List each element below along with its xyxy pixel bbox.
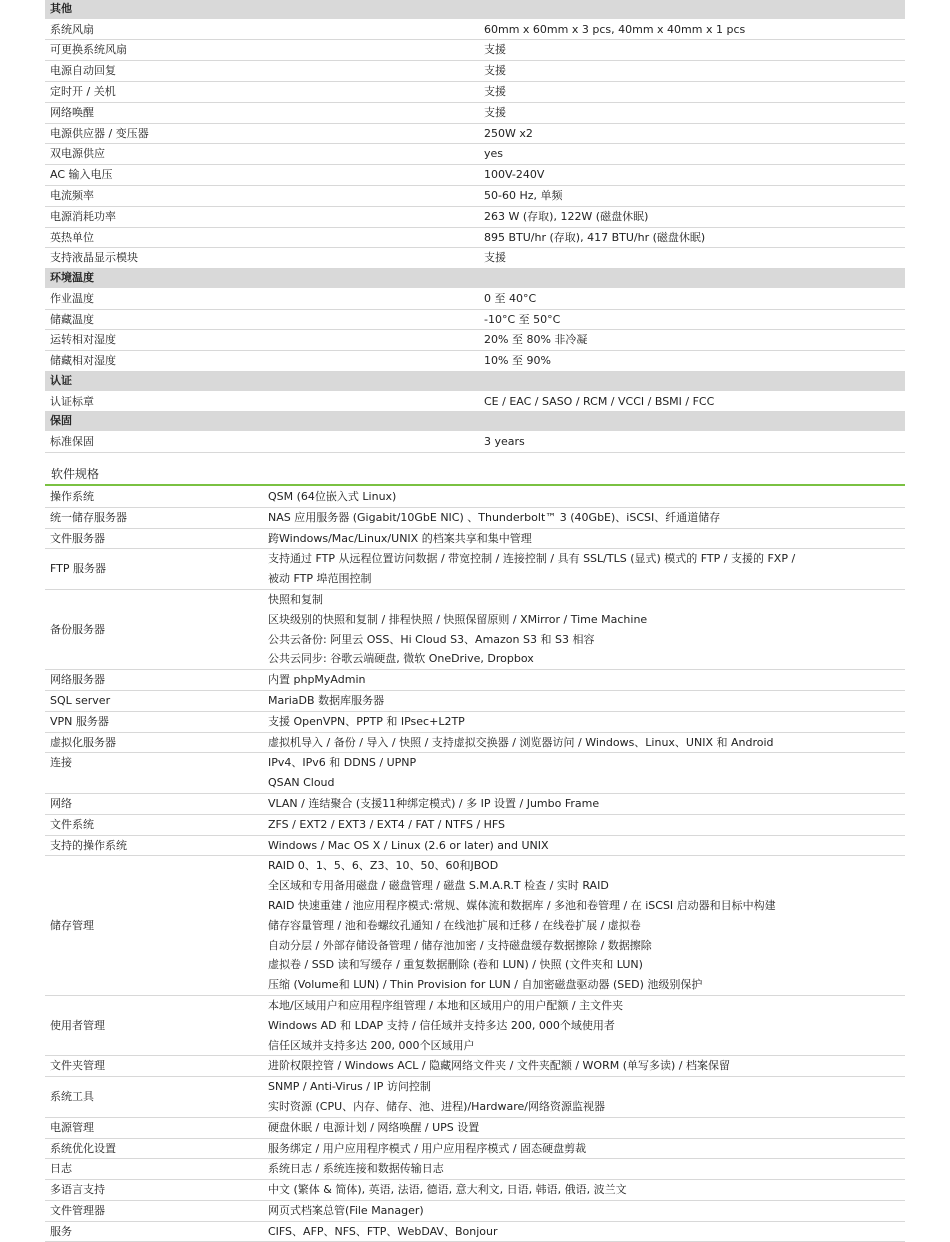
spec-value (475, 19, 905, 40)
spec-label: 系统优化设置 (45, 1138, 259, 1159)
spec-label: FTP 服务器 (45, 549, 259, 590)
spec-row (45, 1056, 905, 1077)
spec-value-line: 20% 至 80% 非冷凝 (484, 333, 588, 347)
spec-value (475, 227, 905, 248)
spec-label: 支持液晶显示模块 (45, 248, 475, 269)
spec-label: 定时开 / 关机 (45, 81, 475, 102)
spec-value-line: 虚拟机导入 / 备份 / 导入 / 快照 / 支持虚拟交换器 / 浏览器访问 / Windows、Linux、UNIX 和 Android (268, 735, 774, 749)
spec-value-line: 跨Windows/Mac/Linux/UNIX 的档案共享和集中管理 (268, 531, 532, 545)
spec-value-line: Windows AD 和 LDAP 支持 / 信任域并支持多达 200, 000个域使用者 (268, 1018, 615, 1032)
spec-value (259, 793, 905, 814)
spec-label: 储存管理 (45, 856, 259, 996)
spec-value-line: 网页式档案总管(File Manager) (268, 1203, 424, 1217)
spec-value (475, 40, 905, 61)
spec-label: 统一储存服务器 (45, 507, 259, 528)
spec-row (45, 19, 905, 40)
spec-row (45, 351, 905, 372)
spec-row (45, 288, 905, 309)
spec-row (45, 248, 905, 269)
spec-row (45, 711, 905, 732)
spec-label: 储藏温度 (45, 309, 475, 330)
spec-value-line: CIFS、AFP、NFS、FTP、WebDAV、Bonjour (268, 1224, 498, 1238)
spec-value-line: 公共云备份: 阿里云 OSS、Hi Cloud S3、Amazon S3 和 S3 相容 (268, 632, 595, 646)
spec-label: 服务 (45, 1221, 259, 1242)
spec-label: 文件夹管理 (45, 1056, 259, 1077)
spec-row (45, 507, 905, 528)
spec-row (45, 309, 905, 330)
spec-label: 网络服务器 (45, 670, 259, 691)
spec-value (259, 1077, 905, 1118)
section-title: 认证 (45, 371, 905, 391)
spec-value (259, 670, 905, 691)
spec-value-line: 全区域和专用备用磁盘 / 磁盘管理 / 磁盘 S.M.A.R.T 检查 / 实时 RAID (268, 879, 609, 893)
spec-value (259, 732, 905, 753)
spec-value (259, 589, 905, 669)
spec-row (45, 1221, 905, 1242)
spec-label: 文件管理器 (45, 1200, 259, 1221)
spec-value-line: 服务绑定 / 用户应用程序模式 / 用户应用程序模式 / 固态硬盘剪裁 (268, 1141, 587, 1155)
spec-row (45, 1138, 905, 1159)
spec-value (259, 1138, 905, 1159)
spec-row (45, 487, 905, 507)
spec-value (259, 1117, 905, 1138)
software-spec-title: 软件规格 (45, 465, 905, 486)
spec-label: 电流频率 (45, 185, 475, 206)
hardware-spec-table (45, 0, 905, 453)
spec-value (475, 144, 905, 165)
section-header (45, 412, 905, 432)
spec-value-line: 支援 (484, 43, 506, 57)
spec-value (259, 711, 905, 732)
spec-value-line: 被动 FTP 埠范围控制 (268, 572, 372, 586)
spec-value (259, 1200, 905, 1221)
spec-value (475, 248, 905, 269)
spec-label: 可更换系统风扇 (45, 40, 475, 61)
spec-value-line: 信任区域并支持多达 200, 000个区域用户 (268, 1038, 475, 1052)
spec-value-line: 10% 至 90% (484, 354, 551, 368)
spec-value-line: 支援 OpenVPN、PPTP 和 IPsec+L2TP (268, 714, 465, 728)
spec-label: 电源供应器 / 变压器 (45, 123, 475, 144)
spec-label: 标准保固 (45, 431, 475, 452)
spec-value-line: -10°C 至 50°C (484, 312, 561, 326)
spec-label: 虚拟化服务器 (45, 732, 259, 753)
spec-value-line: 3 years (484, 434, 525, 448)
spec-label: 网络 (45, 793, 259, 814)
spec-value (259, 1056, 905, 1077)
spec-value-line: 支援 (484, 251, 506, 265)
spec-value-line: 快照和复制 (268, 592, 323, 606)
spec-row (45, 1200, 905, 1221)
spec-row (45, 835, 905, 856)
spec-row (45, 165, 905, 186)
spec-row (45, 793, 905, 814)
spec-label: 认证标章 (45, 391, 475, 412)
spec-row (45, 102, 905, 123)
spec-label: 英热单位 (45, 227, 475, 248)
spec-value (475, 309, 905, 330)
spec-value-line: 50-60 Hz, 单频 (484, 188, 563, 202)
spec-label: 支持的操作系统 (45, 835, 259, 856)
section-title: 其他 (45, 0, 905, 19)
spec-label: 系统工具 (45, 1077, 259, 1118)
spec-label: 电源消耗功率 (45, 206, 475, 227)
spec-value (259, 753, 905, 794)
spec-value (259, 856, 905, 996)
spec-value (475, 288, 905, 309)
spec-value-line: 100V-240V (484, 168, 545, 182)
spec-row (45, 61, 905, 82)
spec-row (45, 1117, 905, 1138)
spec-value-line: 263 W (存取), 122W (磁盘休眠) (484, 209, 649, 223)
spec-row (45, 589, 905, 669)
spec-value-line: VLAN / 连结聚合 (支援11种绑定模式) / 多 IP 设置 / Jumbo Frame (268, 796, 600, 810)
software-spec-table (45, 487, 905, 1242)
spec-row (45, 431, 905, 452)
spec-value-line: Windows / Mac OS X / Linux (2.6 or later) and UNIX (268, 838, 549, 852)
spec-label: AC 输入电压 (45, 165, 475, 186)
spec-value-line: QSM (64位嵌入式 Linux) (268, 490, 397, 503)
spec-value (259, 549, 905, 590)
spec-value-line: 支援 (484, 84, 506, 98)
spec-value-line: yes (484, 147, 504, 161)
spec-label: 系统风扇 (45, 19, 475, 40)
spec-value-line: RAID 快速重建 / 池应用程序模式:常规、媒体流和数据库 / 多池和卷管理 / 在 iSCSI 启动器和目标中构建 (268, 898, 776, 912)
spec-value (475, 102, 905, 123)
spec-row (45, 732, 905, 753)
spec-value-line: QSAN Cloud (268, 776, 335, 790)
section-title: 环境温度 (45, 269, 905, 289)
spec-row (45, 753, 905, 794)
spec-label: 储藏相对湿度 (45, 351, 475, 372)
spec-value-line: 中文 (繁体 & 简体), 英语, 法语, 德语, 意大利文, 日语, 韩语, 俄语, 波兰文 (268, 1183, 627, 1197)
spec-value (475, 431, 905, 452)
spec-value (475, 165, 905, 186)
spec-value (259, 1221, 905, 1242)
spec-row (45, 144, 905, 165)
section-header (45, 0, 905, 19)
spec-row (45, 1077, 905, 1118)
spec-value (475, 185, 905, 206)
spec-value-line: 硬盘休眠 / 电源计划 / 网络唤醒 / UPS 设置 (268, 1120, 480, 1134)
spec-row (45, 549, 905, 590)
spec-value-line: 支援 (484, 105, 506, 119)
section-header (45, 269, 905, 289)
spec-row (45, 1180, 905, 1201)
spec-row (45, 185, 905, 206)
spec-value (475, 391, 905, 412)
spec-label: 操作系统 (45, 487, 259, 507)
spec-label: 文件系统 (45, 814, 259, 835)
spec-row (45, 670, 905, 691)
spec-value-line: 0 至 40°C (484, 291, 537, 305)
spec-label: VPN 服务器 (45, 711, 259, 732)
spec-label: 多语言支持 (45, 1180, 259, 1201)
spec-value-line: 60mm x 60mm x 3 pcs, 40mm x 40mm x 1 pcs (484, 22, 746, 36)
spec-value-line: 压缩 (Volume和 LUN) / Thin Provision for LUN / 自加密磁盘驱动器 (SED) 池级别保护 (268, 978, 703, 992)
spec-label: 网络唤醒 (45, 102, 475, 123)
spec-value-line: 支持通过 FTP 从远程位置访问数据 / 带宽控制 / 连接控制 / 具有 SSL/TLS (显式) 模式的 FTP / 支援的 FXP / (268, 552, 796, 566)
spec-row (45, 995, 905, 1055)
spec-value (475, 206, 905, 227)
spec-row (45, 81, 905, 102)
spec-value (259, 507, 905, 528)
spec-container (45, 0, 905, 1238)
spec-label: SQL server (45, 690, 259, 711)
spec-value-line: SNMP / Anti-Virus / IP 访问控制 (268, 1080, 431, 1094)
spec-value-line: 进阶权限控管 / Windows ACL / 隐藏网络文件夹 / 文件夹配额 / WORM (单写多读) / 档案保留 (268, 1059, 730, 1073)
spec-value-line: RAID 0、1、5、6、Z3、10、50、60和JBOD (268, 859, 499, 873)
spec-value-line: 250W x2 (484, 126, 533, 140)
spec-value (475, 351, 905, 372)
spec-value (259, 835, 905, 856)
spec-label: 文件服务器 (45, 528, 259, 549)
spec-value (475, 61, 905, 82)
spec-label: 电源自动回复 (45, 61, 475, 82)
spec-value-line: NAS 应用服务器 (Gigabit/10GbE NIC) 、Thunderbolt™ 3 (40GbE)、iSCSI、纤通道储存 (268, 510, 721, 524)
spec-value (259, 1159, 905, 1180)
spec-value (475, 123, 905, 144)
spec-value (259, 690, 905, 711)
spec-row (45, 690, 905, 711)
spec-value-line: 公共云同步: 谷歌云端硬盘, 微软 OneDrive, Dropbox (268, 652, 534, 666)
spec-row (45, 227, 905, 248)
spec-row (45, 40, 905, 61)
spec-label: 双电源供应 (45, 144, 475, 165)
spec-label: 连接 (45, 753, 259, 794)
spec-value-line: 虚拟卷 / SSD 读和写缓存 / 重复数据删除 (卷和 LUN) / 快照 (文件夹和 LUN) (268, 958, 643, 972)
spec-label: 运转相对湿度 (45, 330, 475, 351)
spec-value-line: 内置 phpMyAdmin (268, 673, 366, 687)
spec-value-line: CE / EAC / SASO / RCM / VCCI / BSMI / FCC (484, 394, 715, 408)
spec-value-line: MariaDB 数据库服务器 (268, 693, 385, 707)
spec-row (45, 123, 905, 144)
spec-label: 电源管理 (45, 1117, 259, 1138)
spec-value (259, 528, 905, 549)
spec-value (259, 995, 905, 1055)
spec-value-line: 本地/区域用户和应用程序组管理 / 本地和区域用户的用户配额 / 主文件夹 (268, 998, 624, 1012)
spec-value-line: 自动分层 / 外部存储设备管理 / 储存池加密 / 支持磁盘缓存数据擦除 / 数据擦除 (268, 938, 652, 952)
spec-value-line: ZFS / EXT2 / EXT3 / EXT4 / FAT / NTFS / HFS (268, 817, 506, 831)
spec-row (45, 814, 905, 835)
spec-value-line: 895 BTU/hr (存取), 417 BTU/hr (磁盘休眠) (484, 230, 706, 244)
spec-value-line: 系统日志 / 系统连接和数据传输日志 (268, 1162, 444, 1176)
spec-row (45, 330, 905, 351)
spec-value-line: 区块级别的快照和复制 / 排程快照 / 快照保留原则 / XMirror / Time Machine (268, 612, 648, 626)
spec-label: 使用者管理 (45, 995, 259, 1055)
spec-label: 作业温度 (45, 288, 475, 309)
section-header (45, 371, 905, 391)
spec-row (45, 528, 905, 549)
spec-value (475, 81, 905, 102)
spec-row (45, 391, 905, 412)
spec-value-line: 实时资源 (CPU、内存、储存、池、进程)/Hardware/网络资源监视器 (268, 1099, 605, 1113)
spec-value-line: 支援 (484, 64, 506, 78)
section-title: 保固 (45, 412, 905, 432)
spec-row (45, 856, 905, 996)
spec-label: 备份服务器 (45, 589, 259, 669)
spec-row (45, 206, 905, 227)
spec-value-line: IPv4、IPv6 和 DDNS / UPNP (268, 756, 417, 770)
spec-row (45, 1159, 905, 1180)
spec-value (259, 487, 905, 507)
spec-value-line: 储存容量管理 / 池和卷螺纹孔通知 / 在线池扩展和迁移 / 在线卷扩展 / 虚拟卷 (268, 918, 641, 932)
spec-value (259, 1180, 905, 1201)
spec-value (475, 330, 905, 351)
spec-label: 日志 (45, 1159, 259, 1180)
spec-value (259, 814, 905, 835)
